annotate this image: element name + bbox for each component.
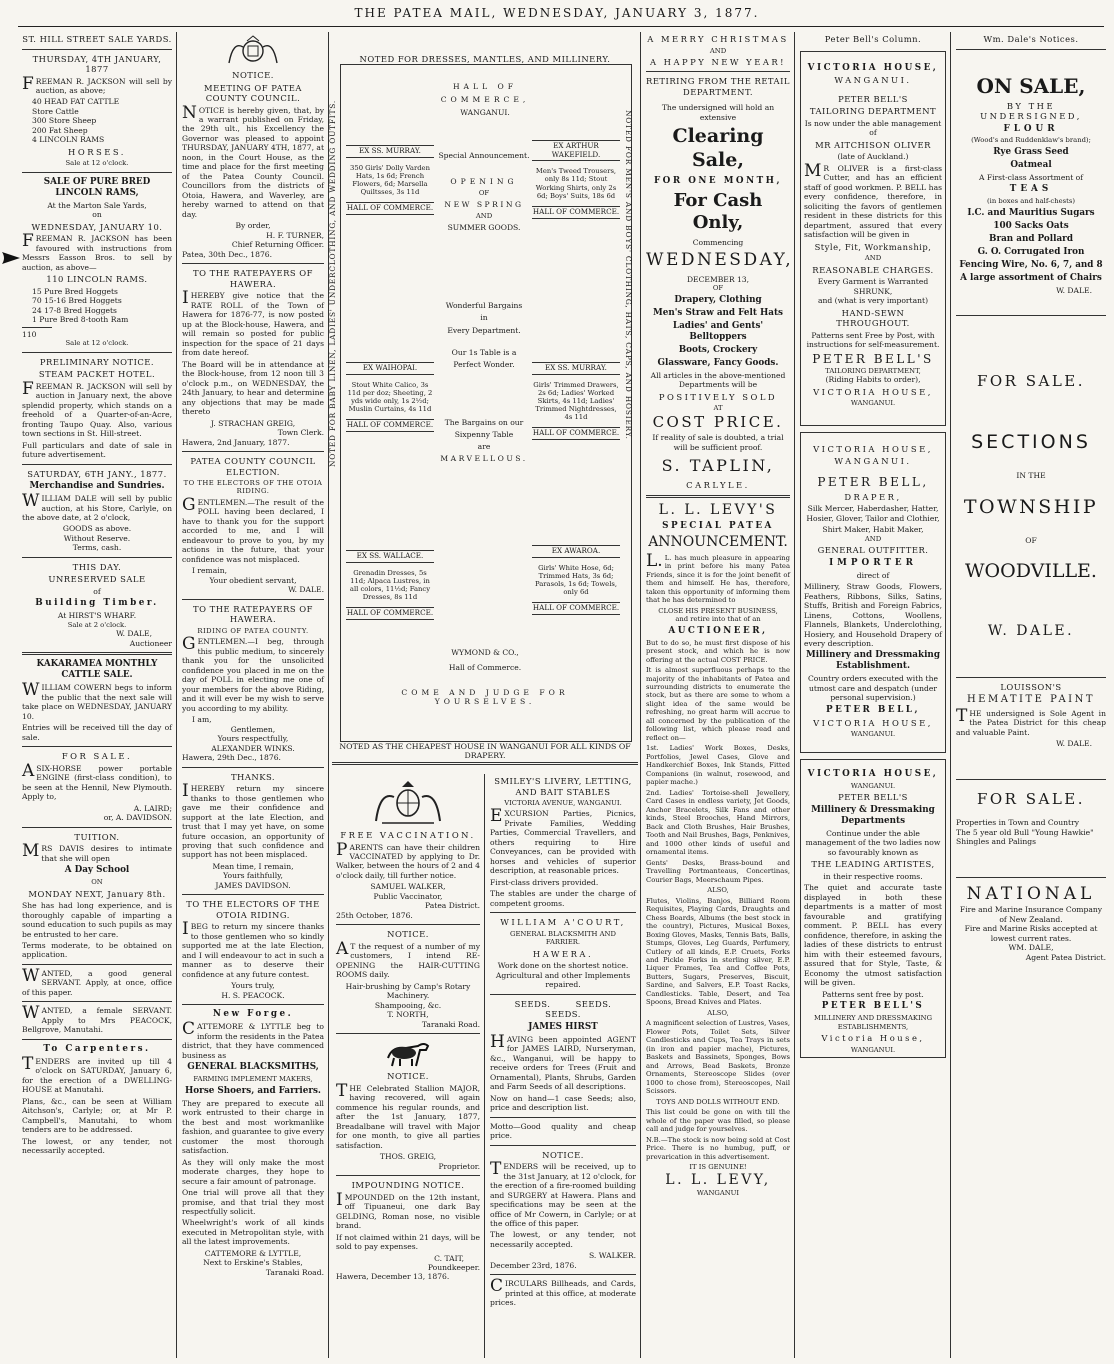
heading: SALE OF PURE BRED LINCOLN RAMS, (43, 176, 151, 198)
vertical-slogan-right: NOTED FOR MEN'S AND BOYS' CLOTHING, HATS, CAPS, AND HOSIERY. (624, 110, 633, 440)
date: THURSDAY, 4TH JANUARY, 1877 (32, 53, 162, 74)
millinery-ad: VICTORIA HOUSE, WANGANUI. PETER BELL'S Millinery & Dressmaking Departments Continue under the able management of the two ladies now so favourably known as THE LEADING ARTISTES, in their respective rooms. The quiet and accurate taste displayed in both these departments is a matter of most favourable and gratifying comment. P. BELL has every confidence, therefore, in asking the ladies of these districts to entrust him with their esteemed favours, assured that for Style, Taste, & Economy the utmost satisfaction will be given. Patterns sent free by post. PETER BELL'S MILLINERY AND DRESSMAKING ESTABLISHMENTS, Victoria House, WANGANUI. (800, 759, 946, 1058)
column-rule (640, 32, 641, 1358)
tailoring-ad: VICTORIA HOUSE, WANGANUI. PETER BELL'S TAILORING DEPARTMENT Is now under the able management of MR AITCHISON OLIVER (late of Auckland.) MR OLIVER is a first-class Cutter, and has an efficient staff of good workmen. P. BELL has every confidence, therefore, in soliciting the favors of gentlemen resident in these districts for this department, assured that every satisfaction will be given in Style, Fit, Workmanship, AND REASONABLE CHARGES. Every Garment is Warranted SHRUNK, and (what is very important) HAND-SEWN THROUGHOUT. Patterns sent Free by Post, with instructions for self-measurement. PETER BELL'S TAILORING DEPARTMENT, (Riding Habits to order), VICTORIA HOUSE, WANGANUI. (800, 51, 946, 426)
ship-box: EX SS. WALLACE. Grenadin Dresses, 5s 11d; Alpaca Lustres, in all colors, 11½d; Fancy Dresses, 8s 11d HALL OF COMMERCE. (346, 550, 434, 620)
cheapest-house: NOTED AS THE CHEAPEST HOUSE IN WANGANUI FOR ALL KINDS OF DRAPERY. (332, 742, 638, 765)
ad-text: FREEMAN R. JACKSON will sell by auction, as above; (22, 73, 172, 95)
ship-box: EX AWAROA. Girls' White Hose, 6d; Trimmed Hats, 3s 6d; Parasols, 1s 6d; Towels, only 6d HALL OF COMMERCE. (532, 545, 620, 615)
wymond: WYMOND & CO., Hall of Commerce. COME AND JUDGE FOR YOURSELVES. (401, 648, 569, 706)
column-rule (794, 32, 795, 1358)
ship-box: EX ARTHUR WAKEFIELD. Men's Tweed Trousers, only 8s 11d; Stout Working Shirts, only 2s 6d; Boys' Suits, 18s 6d HALL OF COMMERCE. (532, 140, 620, 219)
column-5 (796, 32, 950, 1358)
column-6: Wm. Dale's Notices. ON SALE, BY THE UNDERSIGNED, FLOUR (Wood's and Ruddenklaw's brand); Rye Grass Seed Oatmeal A First-class Assortment of TEAS (in boxes and half-chests) I.C. and Mauritius Sugars 100 Sacks Oats Bran and Pollard G. O. Corrugated Iron Fencing Wire, No. 6, 7, and 8 A large assortment of Chairs W. DALE. FOR SALE. SECTIONS IN THE TOWNSHIP OF WOODVILLE. W. DALE. LOUISSON'S HEMATITE PAINT THE undersigned is Sole Agent in the Patea District for this cheap and valuable Paint. W. DALE. FOR SALE. Properties in Town and Country The 5 year old Bull "Young Hawkie" Shingles and Palings NATIONAL Fire and Marine Insurance Company of New Zealand. Fire and Marine Risks accepted at lowest current rates. WM. DALE, Agent Patea District. (956, 34, 1106, 962)
column-header: Wm. Dale's Notices. (983, 34, 1079, 44)
heading: ST. HILL STREET SALE YARDS. (22, 34, 172, 44)
column-4: A MERRY CHRISTMAS AND A HAPPY NEW YEAR! RETIRING FROM THE RETAIL DEPARTMENT. The undersigned will hold an extensive Clearing Sale, FOR ONE MONTH, For Cash Only, Commencing WEDNESDAY, DECEMBER 13, OF Drapery, Clothing Men's Straw and Felt Hats Ladies' and Gents' Belltoppers Boots, Crockery Glassware, Fancy Goods. All articles in the above-mentioned Departments will be POSITIVELY SOLD AT COST PRICE. If reality of sale is doubted, a trial will be sufficient proof. S. TAPLIN, CARLYLE. L. L. LEVY'S SPECIAL PATEA ANNOUNCEMENT. L.L. has much pleasure in appearing in print before his many Patea Friends, since it is for the joint benefit of them and himself. He has, therefore, taken this opportunity of informing them that he has determined to CLOSE HIS PRESENT BUSINESS, and retire into that of an AUCTIONEER, But to do so, he must first dispose of his present stock, and which he is now offering at the actual COST PRICE. It is almost superfluous perhaps to the majority of the inhabitants of Patea and surrounding districts to enumerate the stock, but as there are some to whom a slight idea of the same would be refreshing, no great harm will accrue to all concerned by the publication of the following list, which please read and reflect on— 1st. Ladies' Work Boxes, Desks, Portfolios, Jewel Cases, Glove and Handkerchief Boxes, Ink Stands, Fitted Companions (in walnut, rosewood, and papier mache.) 2nd. Ladies' Tortoise-shell Jewellery, Card Cases in endless variety, Jet Goods, Anchor Bracelets, Silk Fans and other kinds, Steel Brooches, Hand Mirrors, Back and Cloth Brushes, Hair Brushes, Tooth and Nail Brushes, Bags, Penknives, and 1000 other kinds of useful and ornamental items. Gents' Desks, Brass-bound and Travelling Portmanteaus, Concertinas, Courier Bags, Meerschaum Pipes. ALSO, Flutes, Violins, Banjos, Billiard Room Requisites, Playing Cards, Draughts and Chess Boards, Albums (the best stock in the country), Pictures, Musical Boxes, Boxing Gloves, Masks, Tennis Bats, Balls, Stumps, Gloves, Leg Guards, Perfumery, Cutlery of all kinds, E.P. Cruets, Forks and Pickle Forks in sterling silver, E.P. Liquer Frames, Tea and Coffee Pots, Butters, Sugars, Preserves, Biscuit, Sardine, and Salvers, E.P. Toast Racks, Candlesticks. Table, Desert, and Tea Spoons, Bread Knives and Plates. ALSO, A magnificent selection of Lustres, Vases, Flower Pots, Toilet Sets, Silver Candlesticks and Cups, Tea Trays in sets (in iron and papier mache), Pictures, Baskets and Bassinets, Sponges, Bows and Arrows, Bead Baskets, Bronze Ornaments, Stereoscope Slides (over 1000 to chose from), Stereoscopes, Nail Scissors. TOYS AND DOLLS WITHOUT END. This list could be gone on with till the whole of the paper was filled, so please call and judge for yourselves. N.B.—The stock is now being sold at Cost Price. There is no humbug, puff, or prevarication in this advertisement. IT IS GENUINE! L. L. LEVY, WANGANUI (646, 34, 794, 1198)
hall-of-commerce-title: NOTED FOR DRESSES, MANTLES, AND MILLINERY. (359, 54, 611, 64)
stock-list: 40 HEAD FAT CATTLE Store Cattle 300 Store Sheep 200 Fat Sheep 4 LINCOLN RAMS (32, 97, 120, 145)
column-1: ST. HILL STREET SALE YARDS. THURSDAY, 4TH JANUARY, 1877 FREEMAN R. JACKSON will sell by auction, as above; 40 HEAD FAT CATTLE Store Cattle 300 Store Sheep 200 Fat Sheep 4 LINCOLN RAMS HORSES. Sale at 12 o'clock. SALE OF PURE BRED LINCOLN RAMS, At the Marton Sale Yards, on WEDNESDAY, JANUARY 10. FREEMAN R. JACKSON has been favoured with instructions from Messrs Easson Bros. to sell by auction, as above— 110 LINCOLN RAMS. 15 Pure Bred Hoggets 70 15-16 Bred Hoggets 24 17-8 Bred Hoggets 1 Pure Bred 8-tooth Ram 110 Sale at 12 o'clock. PRELIMINARY NOTICE. STEAM PACKET HOTEL. FREEMAN R. JACKSON will sell by auction in January next, the above splendid property, which stands on a freehold of a Quarter-of-an-Acre, fronting Taupo Quay. Also, various town sections in St. Hill-street. Full particulars and date of sale in future advertisement. SATURDAY, 6TH JANY., 1877. Merchandise and Sundries. WILLIAM DALE will sell by public auction, at his Store, Carlyle, on the above date, at 2 o'clock, GOODS as above. Without Reserve. Terms, cash. THIS DAY. UNRESERVED SALE of Building Timber. At HIRST'S WHARF. Sale at 2 o'clock. W. DALE, Auctioneer KAKARAMEA MONTHLY CATTLE SALE. WILLIAM COWERN begs to inform the public that the next sale will take place on WEDNESDAY, JANUARY 10. Entries will be received till the day of sale. FOR SALE. ASIX-HORSE power portable ENGINE (first-class condition), to be seen at the Hennil, New Plymouth. Apply to, A. LAIRD; or, A. DAVIDSON. TUITION. MRS DAVIS desires to intimate that she will open A Day School ON MONDAY NEXT, January 8th. She has had long experience, and is thoroughly capable of imparting a sound education to such pupils as may be entrusted to her care. Terms moderate, to be obtained on application. WANTED, a good general SERVANT. Apply, at once, office of this paper. WANTED, a female SERVANT. Apply to Mrs PEACOCK, Bellgrove, Manutahi. To Carpenters. TENDERS are invited up till 4 o'clock on SATURDAY, January 6, for the erection of a DWELLING-HOUSE at Manutahi. Plans, &c., can be seen at William Aitchson's, Carlyle; or, at Mr P. Campbell's, Manutahi, to whom tenders are to be addressed. The lowest, or any tender, not necessarily accepted. (22, 34, 172, 1156)
column-rule (176, 32, 177, 1358)
ship-box: EX WAIHOPAI. Stout White Calico, 3s 11d per doz; Sheeting, 2 yds wide only, 1s 2½d; Muslin Curtains, 4s 11d HALL OF COMMERCE. (346, 362, 434, 432)
pointing-hand-icon (0, 248, 30, 268)
column-rule (484, 774, 485, 1358)
column-header: Peter Bell's Column. (824, 34, 922, 44)
column-3-lower-left: FREE VACCINATION. PARENTS can have their children VACCINATED by applying to Dr. Walker, between the hours of 2 and 4 o'clock daily, till further notice. SAMUEL WALKER, Public Vaccinator, Patea District. 25th October, 1876. NOTICE. AT the request of a number of my customers, I intend RE-OPENING the HAIR-CUTTING ROOMS daily. Hair-brushing by Camp's Rotary Machinery. Shampooing, &c. T. NORTH, Taranaki Road. NOTICE. THE Celebrated Stallion MAJOR, having recovered, will again commence his regular rounds, and after the 1st January, 1877, Breadalbane will travel with Major for one month, to give all parties satisfaction. THOS. GREIG, Proprietor. IMPOUNDING NOTICE. IMPOUNDED on the 12th instant, off Tipuaneui, one dark Bay GELDING, Roman nose, no visible brand. If not claimed within 21 days, will be sold to pay expenses. C. TAIT, Poundkeeper. Hawera, December 13, 1876. (332, 774, 484, 1358)
masthead: THE PATEA MAIL, WEDNESDAY, JANUARY 3, 1877. (354, 6, 760, 20)
hall-center: HALL OF COMMERCE, WANGANUI. (440, 82, 530, 117)
heading: HORSES. (68, 146, 126, 157)
masthead-rule (18, 26, 1104, 27)
ship-box: EX SS. MURRAY. 350 Girls' Dolly Varden Hats, 1s 6d; French Flowers, 6d; Marsella Quiltsses, 3s 11d HALL OF COMMERCE. (346, 145, 434, 215)
ship-box: EX SS. MURRAY. Girls' Trimmed Drawers, 2s 6d; Ladies' Worked Skirts, 4s 11d; Ladies' Trimmed Nightdresses, 4s 11d HALL OF COMMERCE. (532, 362, 620, 440)
column-2: NOTICE. MEETING OF PATEA COUNTY COUNCIL. NOTICE is hereby given, that, by a warrant published on Friday, the 29th ult., his Excellency the Governor was pleased to appoint THURSDAY, JANUARY 4TH, 1877, at noon, in the Court House, as the time and place for the first meeting of the Patea County Council. Councillors from the districts of Otoia, Hawera, and Waverley, are hereby warned to attend on that day. By order, H. F. TURNER, Chief Returning Officer. Patea, 30th Dec., 1876. TO THE RATEPAYERS OF HAWERA. IHEREBY give notice that the RATE ROLL of the Town of Hawera for 1876-77, is now posted up at the Block-house, Hawera, and will remain so posted for public inspection for the space of 21 days from date hereof. The Board will be in attendance at the Block-house, from 12 noon till 3 o'clock p.m., on WEDNESDAY, the 24th January, to hear and determine any objections that may be made thereto J. STRACHAN GREIG, Town Clerk. Hawera, 2nd January, 1877. PATEA COUNTY COUNCIL ELECTION. TO THE ELECTORS OF THE OTOIA RIDING. GENTLEMEN.—The result of the POLL having been declared, I have to thank you for the support accorded to me, and I will endeavour to prove to you, by my actions in the future, that your confidence was not misplaced. I remain, Your obedient servant, W. DALE. TO THE RATEPAYERS OF HAWERA. RIDING OF PATEA COUNTY. GENTLEMEN.—I beg, through this public medium, to sincerely thank you for the unsolicited confidence you placed in me on the day of POLL in electing me one of your members for the above Riding, and it will ever be my wish to serve you according to my ability. I am, Gentlemen, Yours respectfully, ALEXANDER WINKS. Hawera, 29th Dec., 1876. THANKS. IHEREBY return my sincere thanks to those gentlemen who gave me their confidence and support at the late Election, and trust that I may yet have, on some future occasion, an opportunity of proving that such confidence and support has not been misplaced. Mean time, I remain, Yours faithfully, JAMES DAVIDSON. TO THE ELECTORS OF THE OTOIA RIDING. IBEG to return my sincere thanks to those gentlemen who so kindly supported me at the late Election, and I will endeavour to act in such a manner as to deserve their confidence at any future contest. Yours truly, H. S. PEACOCK. New Forge. CATTEMORE & LYTTLE beg to inform the residents in the Patea district, that they have commenced business as GENERAL BLACKSMITHS, FARMING IMPLEMENT MAKERS, Horse Shoers, and Farriers. They are prepared to execute all work entrusted to their charge in the best and most workmanlike fashion, and guarantee to give every customer the most thorough satisfaction. As they will only make the most moderate charges, they hope to secure a fair amount of patronage. One trial will prove all that they promise, and that trial they most respectfully solicit. Wheelwright's work of all kinds executed in Metropolitan style, with all the latest improvements. CATTEMORE & LYTTLE, Next to Erskine's Stables, Taranaki Road. (178, 32, 328, 1358)
column-3-lower-right: SMILEY'S LIVERY, LETTING, AND BAIT STABLES VICTORIA AVENUE, WANGANUI. EXCURSION Parties, Picnics, Private Families, Wedding Parties, Commercial Travellers, and others requiring to Hire Conveyances, can be provided with horses and vehicles of superior description, at reasonable prices. First-class drivers provided. The stables are under the charge of competent grooms. WILLIAM A'COURT, GENERAL BLACKSMITH AND FARRIER. HAWERA. Work done on the shortest notice. Agricultural and other Implements repaired. SEEDS. SEEDS. SEEDS. JAMES HIRST HAVING been appointed AGENT for JAMES LAIRD, Nurseryman, &c., Wanganui, will be happy to receive orders for Trees (Fruit and Ornamental), Plants, Shrubs, Garden and Farm Seeds of all descriptions. Now on hand—1 case Seeds; also, price and description list. Motto—Good quality and cheap price. NOTICE. TENDERS will be received, up to the 31st January, at 12 o'clock, for the erection of a fire-roomed building and SURGERY at Hawera. Plans and specifications may be seen at the office of Mr Cowern, in Carlyle; or at the office of this paper. The lowest, or any tender, not necessarily accepted. S. WALKER. December 23rd, 1876. CIRCULARS Billheads, and Cards, printed at this office, at moderate prices. (490, 776, 636, 1308)
column-rule (950, 32, 951, 1358)
hall-announcements: Special Announcement. OPENING OF NEW SPRING AND SUMMER GOODS. Wonderful Bargains in Every Department. Our 1s Table is a Perfect Wonder. The Bargains on our Sixpenny Table are MARVELLOUS. (438, 151, 530, 464)
royal-arms-icon (336, 777, 480, 827)
heading: NOTICE. (232, 70, 274, 80)
draper-ad: VICTORIA HOUSE, WANGANUI. PETER BELL, DRAPER, Silk Mercer, Haberdasher, Hatter, Hosier, Glover, Tailor and Clothier, Shirt Maker, Habit Maker, AND GENERAL OUTFITTER. IMPORTER direct of Millinery, Straw Goods, Flowers, Feathers, Ribbons, Silks, Satins, Stuffs, British and Foreign Fabrics, Linens, Cottons, Woollens, Flannels, Blankets, Underclothing, Hosiery, and Household Drapery of every description. Millinery and Dressmaking Establishment. Country orders executed with the utmost care and despatch (under personal supervision.) PETER BELL, VICTORIA HOUSE, WANGANUI. (800, 432, 946, 753)
coat-of-arms-icon (182, 35, 324, 67)
vertical-slogan-left: NOTED FOR BABY LINEN, LADIES' UNDERCLOTHING, AND WEDDING OUTFITS. (328, 100, 337, 468)
horse-icon (336, 1038, 480, 1068)
